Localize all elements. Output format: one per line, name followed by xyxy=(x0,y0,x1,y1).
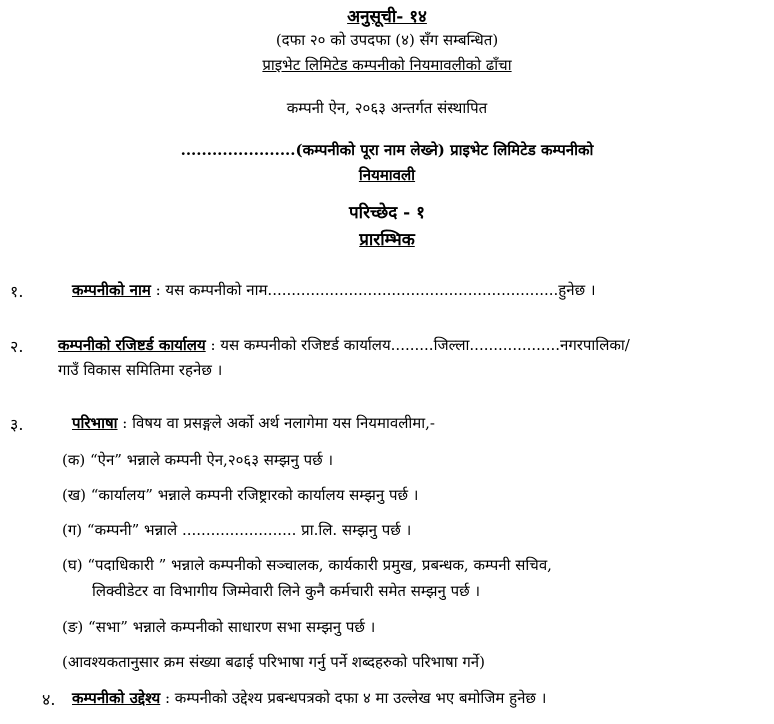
section-4-title: कम्पनीको उद्देश्य xyxy=(72,689,161,707)
section-1-title: कम्पनीको नाम xyxy=(72,281,151,299)
template-title: प्राइभेट लिमिटेड कम्पनीको नियमावलीको ढाँचा xyxy=(262,56,512,74)
definition-ga: (ग) “कम्पनी” भन्नाले ........................ प्रा.लि. सम्झनु पर्छ । xyxy=(62,521,412,539)
company-name-line: ......................(कम्पनीको पूरा नाम लेख्ने) प्राइभेट लिमिटेड कम्पनीको xyxy=(180,141,594,159)
section-3-number: ३. xyxy=(10,415,24,434)
established-under-act: कम्पनी ऐन, २०६३ अन्तर्गत संस्थापित xyxy=(286,99,488,117)
chapter-title: प्रारम्भिक xyxy=(359,230,415,250)
section-3 xyxy=(72,413,435,433)
section-2 xyxy=(58,335,630,355)
section-1-text: : यस कम्पनीको नाम.............................................................हुनेछ । xyxy=(150,281,596,299)
section-4-text: : कम्पनीको उद्देश्य प्रबन्धपत्रको दफा ४ मा उल्लेख भए बमोजिम हुनेछ । xyxy=(160,689,547,707)
definition-kha: (ख) “कार्यालय” भन्नाले कम्पनी रजिष्ट्रारको कार्यालय सम्झनु पर्छ । xyxy=(62,486,419,504)
definition-gha: (घ) “पदाधिकारी ” भन्नाले कम्पनीको सञ्चालक, कार्यकारी प्रमुख, प्रबन्धक, कम्पनी सचिव, xyxy=(62,556,552,574)
section-2-title: कम्पनीको रजिष्टर्ड कार्यालय xyxy=(58,336,206,354)
section-4-number: ४. xyxy=(42,690,56,709)
section-2-number: २. xyxy=(10,337,24,356)
definition-gha-continued: लिक्वीडेटर वा विभागीय जिम्मेवारी लिने कुनै कर्मचारी समेत सम्झनु पर्छ । xyxy=(92,582,481,600)
section-3-title: परिभाषा xyxy=(72,414,118,432)
rules-heading: नियमावली xyxy=(358,166,416,184)
definition-ka: (क) “ऐन” भन्नाले कम्पनी ऐन,२०६३ सम्झनु पर्छ । xyxy=(62,451,334,469)
section-reference: (दफा २० को उपदफा (४) सँग सम्बन्धित) xyxy=(275,31,499,49)
chapter-number: परिच्छेद - १ xyxy=(349,203,425,223)
section-2-text: : यस कम्पनीको रजिष्टर्ड कार्यालय.........जिल्ला...................नगरपालिका/ xyxy=(205,336,630,354)
section-1-number: १. xyxy=(10,282,24,301)
definition-nga: (ङ) “सभा” भन्नाले कम्पनीको साधारण सभा सम्झनु पर्छ । xyxy=(62,618,376,636)
section-2-text-continued: गाउँ विकास समितिमा रहनेछ । xyxy=(58,361,223,379)
definitions-note: (आवश्यकतानुसार क्रम संख्या बढाई परिभाषा गर्नु पर्ने शब्दहरुको परिभाषा गर्ने) xyxy=(62,653,485,671)
section-1 xyxy=(72,280,596,300)
schedule-heading: अनुसूची- १४ xyxy=(347,7,427,27)
section-4 xyxy=(72,688,546,708)
section-3-text: : विषय वा प्रसङ्गले अर्को अर्थ नलागेमा यस नियमावलीमा,- xyxy=(117,414,435,432)
